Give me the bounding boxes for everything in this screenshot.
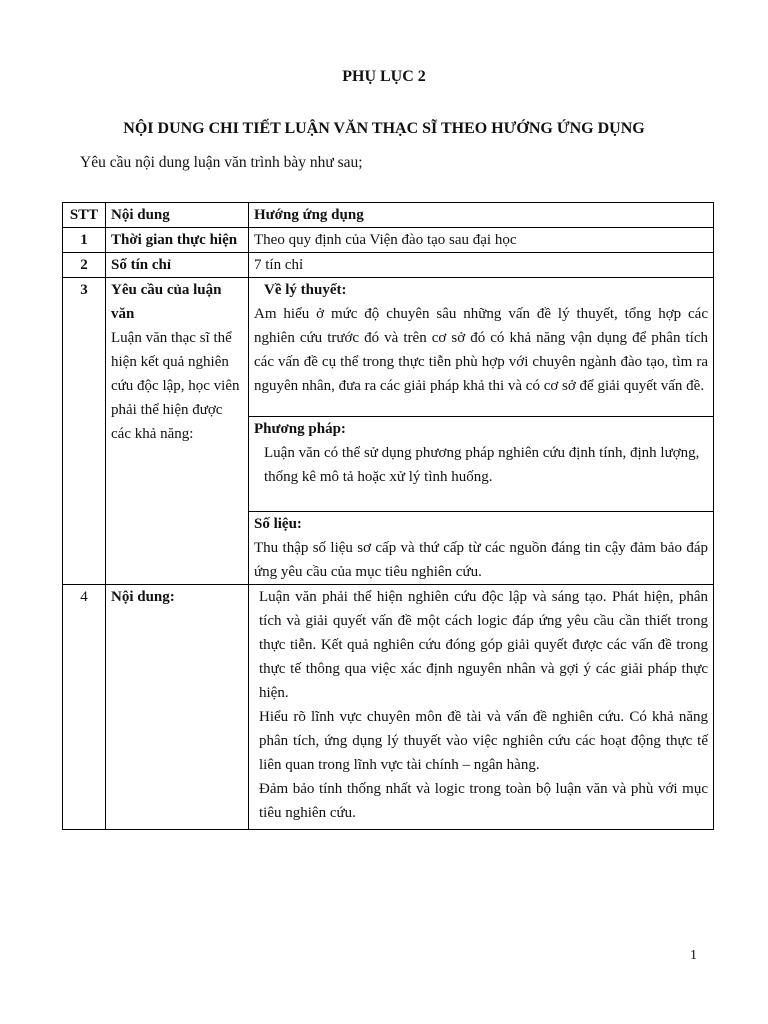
document-subtitle: NỘI DUNG CHI TIẾT LUẬN VĂN THẠC SĨ THEO HƯỚNG ỨNG DỤNG [123,120,645,137]
data-text: Thu thập số liệu sơ cấp và thứ cấp từ các nguồn đáng tin cậy đảm bảo đáp ứng yêu cầu của mục tiêu nghiên cứu. [254,540,708,580]
row-number: 2 [63,253,106,278]
header-stt: STT [63,203,106,228]
content-para-3: Đảm bảo tính thống nhất và logic trong toàn bộ luận văn và phù với mục tiêu nghiên cứu. [259,781,708,821]
row-number: 1 [63,228,106,253]
appendix-title: PHỤ LỤC 2 [342,68,426,85]
header-content: Nội dung [106,203,249,228]
header-application: Hướng ứng dụng [249,203,714,228]
row-content: Nội dung: [106,585,249,830]
table-row [63,228,714,253]
row-detail: 7 tín chỉ [249,253,714,278]
theory-heading: Về lý thuyết: [264,282,347,298]
row-number: 4 [63,585,106,830]
row-content-title: Yêu cầu của luận văn [111,282,222,322]
table-row [63,278,714,417]
page-number: 1 [690,948,697,963]
content-para-2: Hiểu rõ lĩnh vực chuyên môn đề tài và vấn đề nghiên cứu. Có khả năng phân tích, ứng dụng lý thuyết vào việc nghiên cứu các hoạt động thực tế liên quan trong lĩnh vực tài chính – ngân hàng. [259,709,708,773]
row-content: Số tín chỉ [106,253,249,278]
intro-text: Yêu cầu nội dung luận văn trình bày như sau; [80,154,363,171]
method-text: Luận văn có thể sử dụng phương pháp nghiên cứu định tính, định lượng, thống kê mô tả hoặc xử lý tình huống. [264,445,700,485]
table-row [63,585,714,830]
content-detail-cell [249,585,714,830]
row-content: Thời gian thực hiện [106,228,249,253]
theory-text: Am hiểu ở mức độ chuyên sâu những vấn đề lý thuyết, tổng hợp các nghiên cứu trước đó và trên cơ sở đó có khả năng vận dụng để phân tích các vấn đề cụ thể trong thực tiễn phù hợp với chuyên ngành đào tạo, tìm ra nguyên nhân, đưa ra các giải pháp khả thi và có cơ sở để giải quyết vấn đề. [254,306,708,394]
row-number: 3 [63,278,106,585]
table-row [63,253,714,278]
data-heading: Số liệu: [254,516,302,532]
row-detail: Theo quy định của Viện đào tạo sau đại học [249,228,714,253]
method-heading: Phương pháp: [254,421,346,437]
data-cell [249,512,714,585]
content-para-1: Luận văn phải thể hiện nghiên cứu độc lập và sáng tạo. Phát hiện, phân tích và giải quyết vấn đề một cách logic đáp ứng yêu cầu cần thiết trong thực tiễn. Kết quả nghiên cứu đóng góp giải quyết được các vấn đề trong thực tế thông qua việc xác định nguyên nhân và gợi ý các giải pháp thực hiện. [259,589,708,701]
requirements-table [62,202,714,830]
method-cell [249,417,714,512]
theory-cell [249,278,714,417]
row-content-body: Luận văn thạc sĩ thể hiện kết quả nghiên cứu độc lập, học viên phải thể hiện được các khả năng: [111,330,240,442]
table-header-row [63,203,714,228]
row-content [106,278,249,585]
